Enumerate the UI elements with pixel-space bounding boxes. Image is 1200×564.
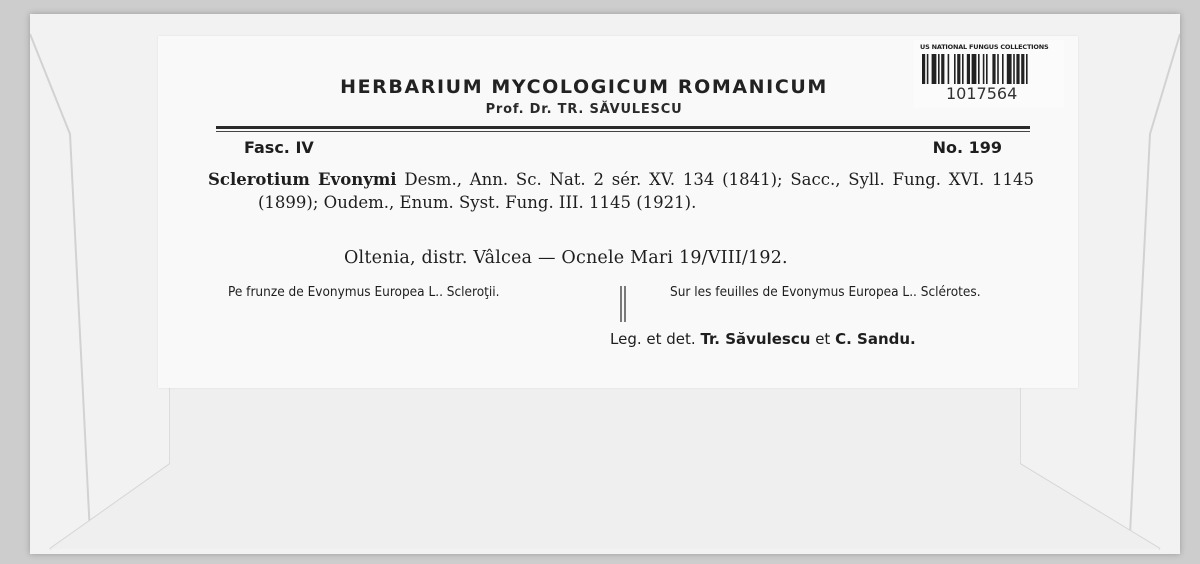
collectors-prefix: Leg. et det. [610,330,696,348]
specimen-number: No. 199 [932,138,1002,157]
collectors-joiner: et [815,330,831,348]
header-rule-thick [216,126,1030,129]
species-name: Sclerotium Evonymi [208,170,397,189]
barcode-icon [922,54,1058,84]
barcode-sticker [914,40,1064,108]
collection-locality: Oltenia, distr. Vâlcea — Ocnele Mari 19/VIII/192. [344,248,788,268]
substrate-romanian: Pe frunze de Evonymus Europea L.. Scleroţii. [228,284,500,300]
barcode-number: 1017564 [946,84,1018,103]
column-divider [620,286,626,322]
species-citation: Desm., Ann. Sc. Nat. 2 sér. XV. 134 (1841); Sacc., Syll. Fung. XVI. 1145 (1899); Oudem., Enum. Syst. Fung. III. 1145 (1921). [258,170,1034,212]
species-citation-block [208,168,1034,214]
substrate-french: Sur les feuilles de Evonymus Europea L.. Sclérotes. [670,284,981,300]
collectors-line [610,330,916,348]
barcode-caption: US NATIONAL FUNGUS COLLECTIONS [920,43,1049,51]
specimen-envelope [30,14,1180,554]
collector-2: C. Sandu. [835,330,916,348]
fascicle-label: Fasc. IV [244,138,314,157]
herbarium-title: HERBARIUM MYCOLOGICUM ROMANICUM [340,76,828,98]
header-rule-thin [216,131,1030,132]
herbarium-editor: Prof. Dr. TR. SĂVULESCU [485,102,683,117]
collector-1: Tr. Săvulescu [700,330,811,348]
